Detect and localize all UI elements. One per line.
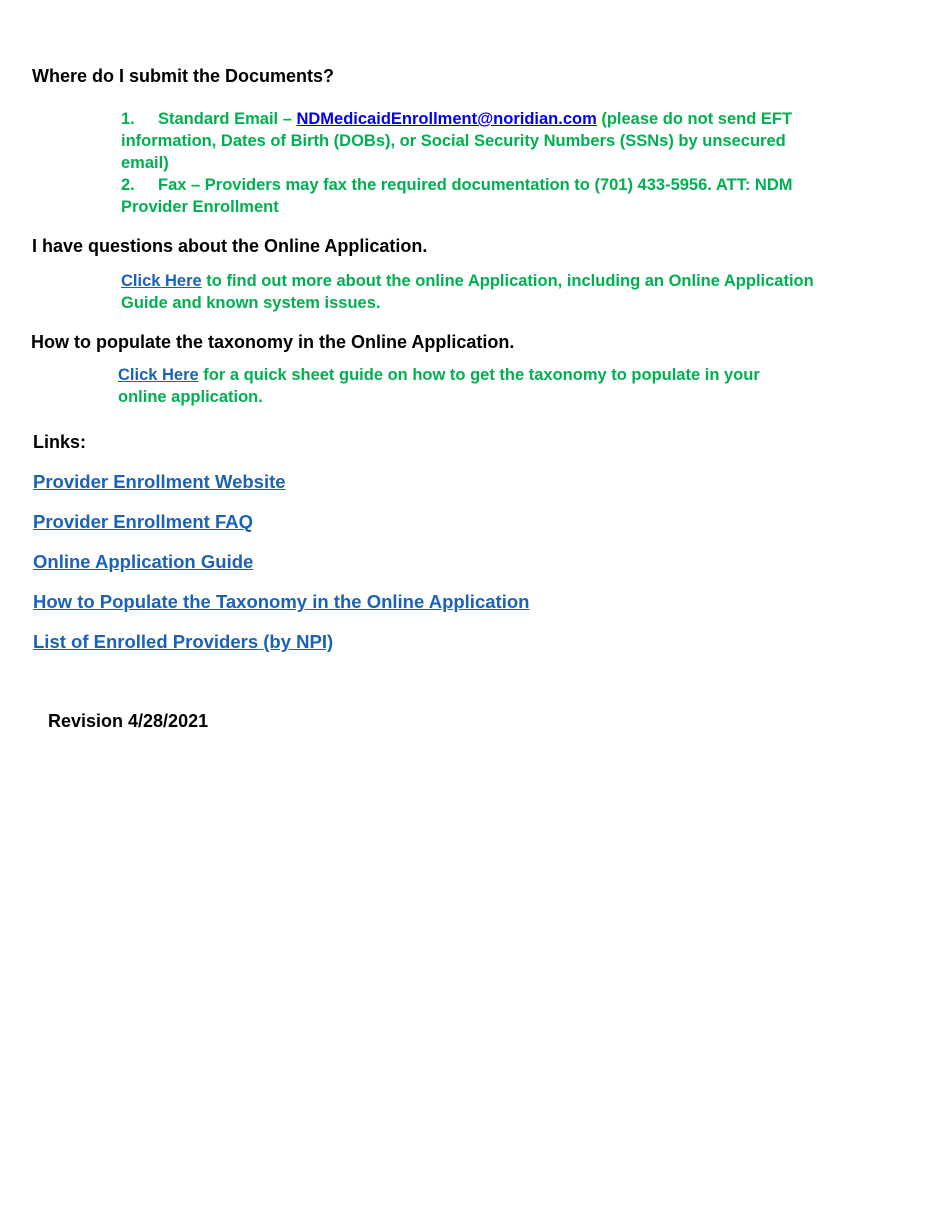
taxonomy-paragraph xyxy=(118,364,798,408)
submit-heading: Where do I submit the Documents? xyxy=(32,66,335,86)
email-note: (please do not send EFT information, Dates of Birth (DOBs), or Social Security Numbers (SSNs) by unsecured email) xyxy=(121,110,793,172)
email-prefix: Standard Email – xyxy=(158,110,297,128)
item-number: 2. xyxy=(121,176,135,194)
questions-paragraph xyxy=(121,270,851,314)
taxonomy-heading: How to populate the taxonomy in the Online Application. xyxy=(31,332,515,352)
item-number: 1. xyxy=(121,110,135,128)
fax-text: Fax – Providers may fax the required documentation to (701) 433-5956. ATT: NDM Provider Enrollment xyxy=(121,176,793,216)
link-provider-enrollment-website[interactable]: Provider Enrollment Website xyxy=(33,471,286,492)
questions-click-here-link[interactable]: Click Here xyxy=(121,272,202,290)
submit-item-email xyxy=(121,108,821,174)
questions-text: to find out more about the online Application, including an Online Application Guide and known system issues. xyxy=(121,272,814,312)
link-populate-taxonomy[interactable]: How to Populate the Taxonomy in the Online Application xyxy=(33,591,530,612)
submit-item-fax xyxy=(121,174,826,218)
link-online-application-guide[interactable]: Online Application Guide xyxy=(33,551,254,572)
questions-heading: I have questions about the Online Application. xyxy=(32,236,428,256)
taxonomy-click-here-link[interactable]: Click Here xyxy=(118,366,199,384)
link-provider-enrollment-faq[interactable]: Provider Enrollment FAQ xyxy=(33,511,253,532)
taxonomy-text: for a quick sheet guide on how to get the taxonomy to populate in your online application. xyxy=(118,366,760,406)
link-enrolled-providers[interactable]: List of Enrolled Providers (by NPI) xyxy=(33,631,334,652)
revision-date: Revision 4/28/2021 xyxy=(48,711,209,731)
links-heading: Links: xyxy=(33,432,87,452)
email-link[interactable]: NDMedicaidEnrollment@noridian.com xyxy=(296,110,597,128)
